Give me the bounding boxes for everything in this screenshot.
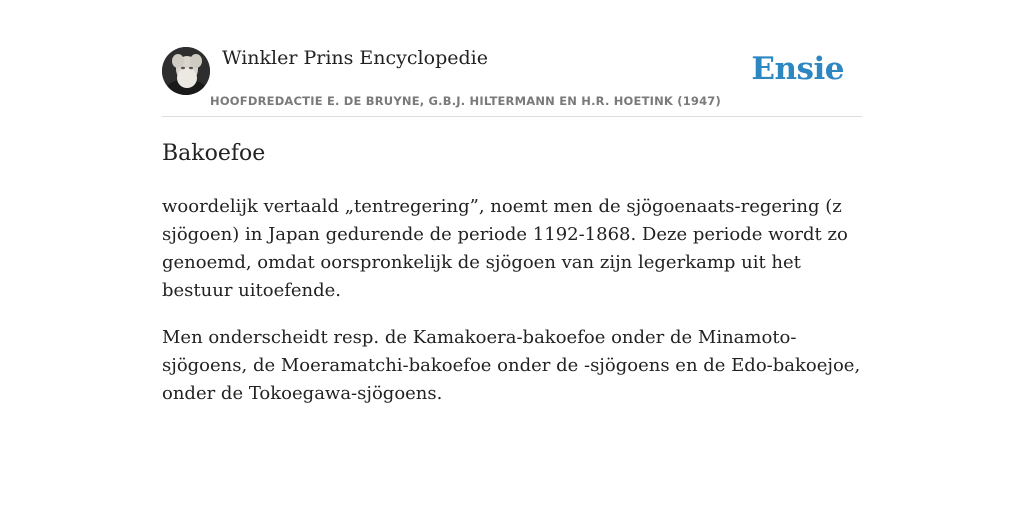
source-header bbox=[162, 0, 862, 117]
source-title[interactable]: Winkler Prins Encyclopedie bbox=[222, 47, 488, 69]
article-title: Bakoefoe bbox=[162, 141, 266, 166]
article-paragraph: woordelijk vertaald „tentregering”, noemt men de sjögoenaats-regering (z sjögoen) in Japan gedurende de periode 1192-1868. Deze periode wordt zo genoemd, omdat oorspronkelijk de sjögoen van zijn legerkamp uit het bestuur uitoefende. bbox=[162, 196, 848, 301]
brand-logo[interactable]: Ensie bbox=[751, 51, 844, 87]
article-paragraph: Men onderscheidt resp. de Kamakoera-bakoefoe onder de Minamoto-sjögoens, de Moeramatchi-bakoefoe onder de -sjögoens en de Edo-bakoejoe, onder de Tokoegawa-sjögoens. bbox=[162, 327, 861, 404]
page bbox=[162, 0, 862, 404]
source-subtitle: HOOFDREDACTIE E. DE BRUYNE, G.B.J. HILTERMANN EN H.R. HOETINK (1947) bbox=[210, 94, 721, 108]
article-body bbox=[162, 193, 862, 427]
portrait-avatar-icon[interactable] bbox=[162, 47, 210, 95]
